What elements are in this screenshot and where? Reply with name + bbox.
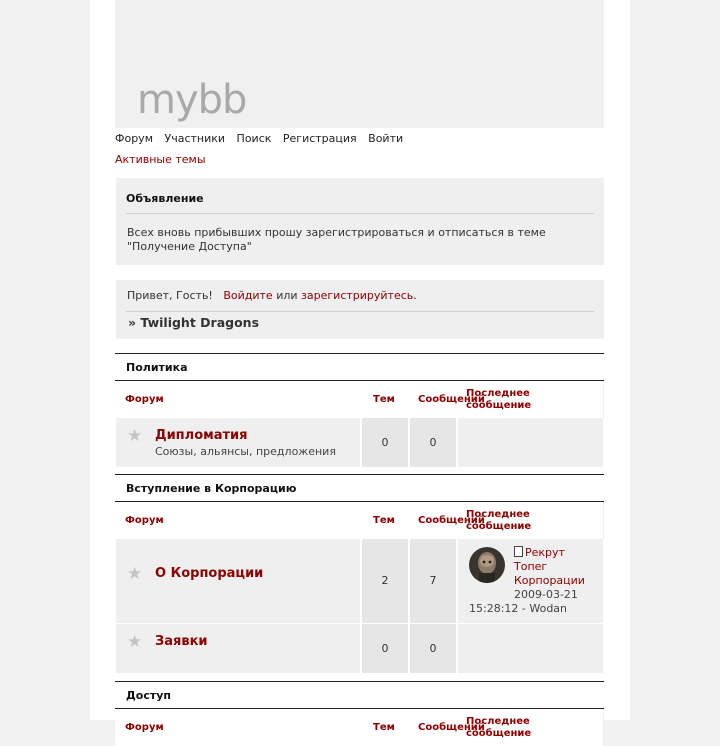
welcome-line (127, 289, 417, 302)
greeting-text: Привет, Гость! (127, 289, 213, 302)
menu-register[interactable]: Регистрация (282, 132, 357, 145)
last-post-cell (458, 539, 603, 623)
category-header (115, 474, 604, 502)
last-post-time-author: 15:28:12 - Wodan (469, 602, 568, 615)
menu-members[interactable]: Участники (164, 132, 226, 145)
announcement-title: Объявление (126, 192, 204, 205)
main-menu (115, 132, 411, 145)
star-icon: ★ (127, 564, 143, 584)
topics-count: 0 (381, 436, 389, 449)
column-last-post: Последнее сообщение (466, 509, 532, 532)
posts-count: 0 (429, 436, 437, 449)
star-icon: ★ (127, 632, 143, 652)
forum-cell (116, 624, 360, 673)
topics-count-cell (362, 624, 408, 673)
forum-row (115, 624, 604, 673)
column-headers (115, 709, 604, 746)
star-icon: ★ (127, 426, 143, 446)
menu-login[interactable]: Войти (368, 132, 404, 145)
topics-count-cell (362, 418, 408, 467)
column-forum: Форум (125, 394, 164, 405)
category-politics (115, 353, 604, 467)
welcome-box (116, 280, 604, 339)
logo-graphic (135, 0, 250, 125)
forum-name[interactable]: Заявки (155, 634, 208, 649)
topics-count-cell (362, 539, 408, 623)
header (115, 0, 604, 128)
column-headers (115, 502, 604, 539)
menu-search[interactable]: Поиск (236, 132, 272, 145)
forum-cell (116, 539, 360, 623)
document-icon (514, 546, 523, 557)
active-topics-link[interactable]: Активные темы (115, 153, 206, 166)
column-topics: Тем (373, 515, 395, 526)
register-link[interactable]: зарегистрируйтесь. (301, 289, 417, 302)
column-last-post: Последнее сообщение (466, 388, 532, 411)
forum-description: Союзы, альянсы, предложения (155, 445, 336, 458)
or-text: или (276, 289, 298, 302)
logo-text: mybb (137, 77, 247, 123)
category-access (115, 681, 604, 746)
last-post-date: 2009-03-21 (514, 588, 578, 601)
column-topics: Тем (373, 394, 395, 405)
column-posts: Сообщений (418, 722, 485, 733)
divider (126, 311, 594, 312)
announcement-box (116, 178, 604, 265)
column-posts: Сообщений (418, 394, 485, 405)
forum-cell (116, 418, 360, 467)
column-posts: Сообщений (418, 515, 485, 526)
column-forum: Форум (125, 515, 164, 526)
posts-count-cell (410, 418, 456, 467)
posts-count: 7 (429, 574, 437, 587)
last-post-title[interactable]: Рекрут Топег Корпорации (514, 546, 585, 587)
forum-name[interactable]: Дипломатия (155, 428, 248, 443)
topics-count: 0 (381, 642, 389, 655)
category-title: Политика (126, 361, 188, 374)
column-topics: Тем (373, 722, 395, 733)
breadcrumb[interactable]: » Twilight Dragons (128, 315, 260, 330)
category-title: Доступ (126, 689, 172, 702)
forum-row (115, 539, 604, 624)
last-post-link[interactable] (514, 546, 594, 588)
avatar-image (469, 547, 505, 583)
menu-forum[interactable]: Форум (115, 132, 153, 145)
last-post-cell (458, 624, 603, 673)
category-title: Вступление в Корпорацию (126, 482, 297, 495)
column-headers (115, 381, 604, 418)
last-post-cell (458, 418, 603, 467)
posts-count: 0 (429, 642, 437, 655)
divider (126, 213, 594, 214)
posts-count-cell (410, 624, 456, 673)
forum-row (115, 418, 604, 467)
category-header (115, 681, 604, 709)
login-link[interactable]: Войдите (223, 289, 273, 302)
logo[interactable] (135, 0, 250, 125)
posts-count-cell (410, 539, 456, 623)
avatar[interactable] (469, 547, 505, 583)
column-forum: Форум (125, 722, 164, 733)
category-joining (115, 474, 604, 673)
topics-count: 2 (381, 574, 389, 587)
page (90, 0, 630, 739)
category-header (115, 353, 604, 381)
forum-name[interactable]: О Корпорации (155, 566, 264, 581)
column-last-post: Последнее сообщение (466, 716, 532, 739)
announcement-text: Всех вновь прибывших прошу зарегистрироваться и отписаться в теме "Получение Доступа" (127, 226, 546, 253)
